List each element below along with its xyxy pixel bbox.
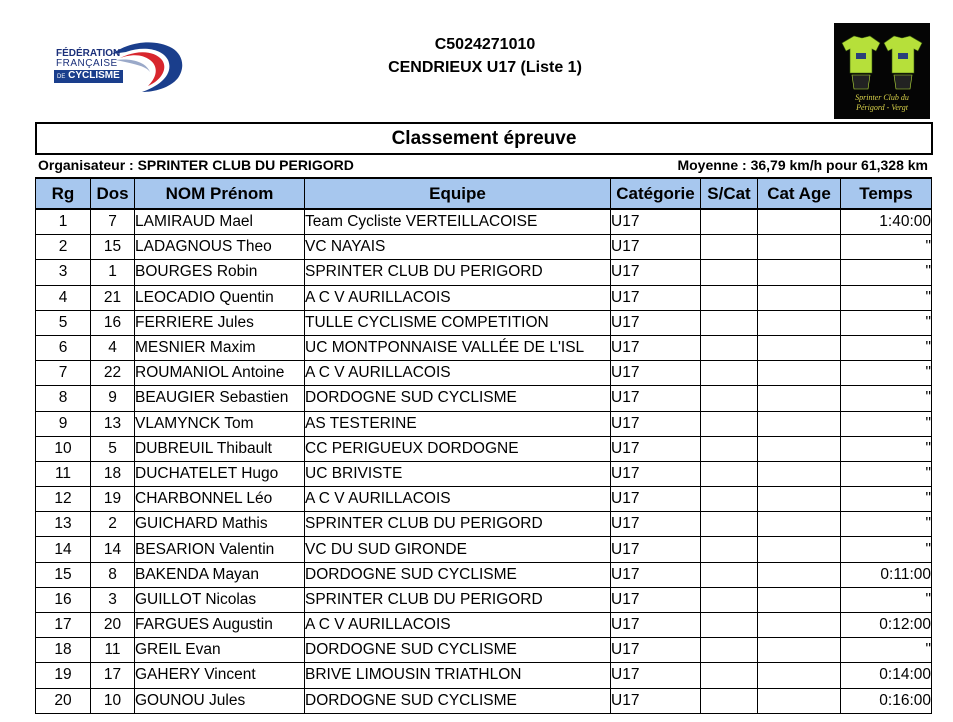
rank-cell: 1 xyxy=(36,209,91,235)
table-row xyxy=(36,411,932,436)
category-cell: U17 xyxy=(611,512,701,537)
rider-name-cell: BESARION Valentin xyxy=(135,537,305,562)
time-cell: 0:11:00 xyxy=(841,562,932,587)
team-cell: A C V AURILLACOIS xyxy=(305,285,611,310)
race-title: CENDRIEUX U17 (Liste 1) xyxy=(388,59,582,76)
moyenne-label: Moyenne : 36,79 km/h pour 61,328 km xyxy=(677,157,928,173)
ffc-logo-cyclisme: CYCLISME xyxy=(68,70,120,81)
rider-name-cell: BAKENDA Mayan xyxy=(135,562,305,587)
age-category-cell xyxy=(758,562,841,587)
bib-cell: 10 xyxy=(91,688,135,713)
category-cell: U17 xyxy=(611,562,701,587)
table-row xyxy=(36,285,932,310)
team-cell: VC NAYAIS xyxy=(305,235,611,260)
category-cell: U17 xyxy=(611,361,701,386)
category-cell: U17 xyxy=(611,209,701,235)
subcategory-cell xyxy=(701,487,758,512)
rider-name-cell: BOURGES Robin xyxy=(135,260,305,285)
ffc-logo-line1: FÉDÉRATION xyxy=(56,48,121,59)
age-category-cell xyxy=(758,335,841,360)
classement-banner: Classement épreuve xyxy=(35,122,933,155)
team-cell: UC MONTPONNAISE VALLÉE DE L'ISL xyxy=(305,335,611,360)
subcategory-cell xyxy=(701,562,758,587)
category-cell: U17 xyxy=(611,638,701,663)
team-cell: SPRINTER CLUB DU PERIGORD xyxy=(305,260,611,285)
age-category-cell xyxy=(758,638,841,663)
category-cell: U17 xyxy=(611,260,701,285)
age-category-cell xyxy=(758,688,841,713)
rank-cell: 10 xyxy=(36,436,91,461)
table-row xyxy=(36,688,932,713)
subcategory-cell xyxy=(701,638,758,663)
category-cell: U17 xyxy=(611,537,701,562)
table-row xyxy=(36,235,932,260)
rider-name-cell: GOUNOU Jules xyxy=(135,688,305,713)
rank-cell: 17 xyxy=(36,613,91,638)
header-row xyxy=(36,178,932,209)
rider-name-cell: ROUMANIOL Antoine xyxy=(135,361,305,386)
rider-name-cell: DUBREUIL Thibault xyxy=(135,436,305,461)
team-cell: Team Cycliste VERTEILLACOISE xyxy=(305,209,611,235)
rider-name-cell: BEAUGIER Sebastien xyxy=(135,386,305,411)
col-rg-header: Rg xyxy=(36,178,91,209)
subcategory-cell xyxy=(701,285,758,310)
rider-name-cell: GUICHARD Mathis xyxy=(135,512,305,537)
rank-cell: 14 xyxy=(36,537,91,562)
table-row xyxy=(36,335,932,360)
rank-cell: 18 xyxy=(36,638,91,663)
rider-name-cell: GAHERY Vincent xyxy=(135,663,305,688)
team-cell: BRIVE LIMOUSIN TRIATHLON xyxy=(305,663,611,688)
rank-cell: 9 xyxy=(36,411,91,436)
time-cell: 0:16:00 xyxy=(841,688,932,713)
rider-name-cell: MESNIER Maxim xyxy=(135,335,305,360)
table-row xyxy=(36,386,932,411)
subcategory-cell xyxy=(701,688,758,713)
rider-name-cell: DUCHATELET Hugo xyxy=(135,461,305,486)
subcategory-cell xyxy=(701,361,758,386)
time-cell: " xyxy=(841,285,932,310)
age-category-cell xyxy=(758,235,841,260)
col-catage-header: Cat Age xyxy=(758,178,841,209)
table-row xyxy=(36,587,932,612)
bib-cell: 13 xyxy=(91,411,135,436)
team-cell: UC BRIVISTE xyxy=(305,461,611,486)
team-cell: DORDOGNE SUD CYCLISME xyxy=(305,562,611,587)
team-cell: A C V AURILLACOIS xyxy=(305,613,611,638)
rider-name-cell: GREIL Evan xyxy=(135,638,305,663)
club-logo-line1: Sprinter Club du xyxy=(855,93,909,102)
rank-cell: 20 xyxy=(36,688,91,713)
organisateur-label: Organisateur : SPRINTER CLUB DU PERIGORD xyxy=(38,157,354,173)
team-cell: SPRINTER CLUB DU PERIGORD xyxy=(305,587,611,612)
team-cell: CC PERIGUEUX DORDOGNE xyxy=(305,436,611,461)
subcategory-cell xyxy=(701,537,758,562)
time-cell: " xyxy=(841,587,932,612)
rider-name-cell: LEOCADIO Quentin xyxy=(135,285,305,310)
subcategory-cell xyxy=(701,512,758,537)
rank-cell: 15 xyxy=(36,562,91,587)
time-cell: " xyxy=(841,638,932,663)
club-logo-line2: Périgord - Vergt xyxy=(856,103,908,112)
category-cell: U17 xyxy=(611,663,701,688)
subcategory-cell xyxy=(701,310,758,335)
team-cell: DORDOGNE SUD CYCLISME xyxy=(305,688,611,713)
time-cell: " xyxy=(841,436,932,461)
time-cell: " xyxy=(841,461,932,486)
category-cell: U17 xyxy=(611,235,701,260)
table-row xyxy=(36,512,932,537)
rider-name-cell: FARGUES Augustin xyxy=(135,613,305,638)
subcategory-cell xyxy=(701,411,758,436)
rank-cell: 12 xyxy=(36,487,91,512)
bib-cell: 14 xyxy=(91,537,135,562)
table-row xyxy=(36,260,932,285)
bib-cell: 4 xyxy=(91,335,135,360)
rider-name-cell: GUILLOT Nicolas xyxy=(135,587,305,612)
subcategory-cell xyxy=(701,587,758,612)
time-cell: " xyxy=(841,260,932,285)
time-cell: 0:14:00 xyxy=(841,663,932,688)
age-category-cell xyxy=(758,512,841,537)
rank-cell: 13 xyxy=(36,512,91,537)
age-category-cell xyxy=(758,587,841,612)
rank-cell: 4 xyxy=(36,285,91,310)
subcategory-cell xyxy=(701,260,758,285)
time-cell: " xyxy=(841,537,932,562)
age-category-cell xyxy=(758,411,841,436)
ffc-logo-prefix: DE xyxy=(57,74,66,80)
category-cell: U17 xyxy=(611,436,701,461)
bib-cell: 2 xyxy=(91,512,135,537)
rider-name-cell: FERRIERE Jules xyxy=(135,310,305,335)
bib-cell: 16 xyxy=(91,310,135,335)
team-cell: DORDOGNE SUD CYCLISME xyxy=(305,638,611,663)
subcategory-cell xyxy=(701,235,758,260)
team-cell: TULLE CYCLISME COMPETITION xyxy=(305,310,611,335)
table-row xyxy=(36,361,932,386)
rank-cell: 19 xyxy=(36,663,91,688)
category-cell: U17 xyxy=(611,411,701,436)
time-cell: " xyxy=(841,411,932,436)
time-cell: " xyxy=(841,512,932,537)
category-cell: U17 xyxy=(611,285,701,310)
team-cell: VC DU SUD GIRONDE xyxy=(305,537,611,562)
table-row xyxy=(36,310,932,335)
race-code: C5024271010 xyxy=(434,36,536,53)
time-cell: 1:40:00 xyxy=(841,209,932,235)
table-row xyxy=(36,638,932,663)
age-category-cell xyxy=(758,361,841,386)
time-cell: " xyxy=(841,487,932,512)
bib-cell: 5 xyxy=(91,436,135,461)
age-category-cell xyxy=(758,260,841,285)
col-dos-header: Dos xyxy=(91,178,135,209)
bib-cell: 22 xyxy=(91,361,135,386)
category-cell: U17 xyxy=(611,335,701,360)
rider-name-cell: LADAGNOUS Theo xyxy=(135,235,305,260)
team-cell: A C V AURILLACOIS xyxy=(305,361,611,386)
subcategory-cell xyxy=(701,386,758,411)
age-category-cell xyxy=(758,386,841,411)
results-body xyxy=(36,209,932,713)
team-cell: AS TESTERINE xyxy=(305,411,611,436)
ffc-logo-line3 xyxy=(54,70,123,83)
age-category-cell xyxy=(758,461,841,486)
rider-name-cell: LAMIRAUD Mael xyxy=(135,209,305,235)
col-scat-header: S/Cat xyxy=(701,178,758,209)
table-row xyxy=(36,487,932,512)
bib-cell: 3 xyxy=(91,587,135,612)
age-category-cell xyxy=(758,537,841,562)
age-category-cell xyxy=(758,209,841,235)
time-cell: " xyxy=(841,386,932,411)
age-category-cell xyxy=(758,663,841,688)
bib-cell: 1 xyxy=(91,260,135,285)
rank-cell: 2 xyxy=(36,235,91,260)
time-cell: " xyxy=(841,310,932,335)
club-logo xyxy=(834,23,930,119)
team-cell: A C V AURILLACOIS xyxy=(305,487,611,512)
bib-cell: 8 xyxy=(91,562,135,587)
bib-cell: 20 xyxy=(91,613,135,638)
table-row xyxy=(36,613,932,638)
table-row xyxy=(36,436,932,461)
bib-cell: 9 xyxy=(91,386,135,411)
time-cell: " xyxy=(841,335,932,360)
bib-cell: 11 xyxy=(91,638,135,663)
rank-cell: 8 xyxy=(36,386,91,411)
team-cell: DORDOGNE SUD CYCLISME xyxy=(305,386,611,411)
bib-cell: 19 xyxy=(91,487,135,512)
subcategory-cell xyxy=(701,613,758,638)
col-temps-header: Temps xyxy=(841,178,932,209)
age-category-cell xyxy=(758,310,841,335)
time-cell: " xyxy=(841,361,932,386)
table-row xyxy=(36,537,932,562)
time-cell: " xyxy=(841,235,932,260)
category-cell: U17 xyxy=(611,461,701,486)
rank-cell: 6 xyxy=(36,335,91,360)
age-category-cell xyxy=(758,436,841,461)
subcategory-cell xyxy=(701,461,758,486)
bib-cell: 15 xyxy=(91,235,135,260)
ffc-logo-line2: FRANÇAISE xyxy=(56,58,118,69)
category-cell: U17 xyxy=(611,587,701,612)
table-row xyxy=(36,562,932,587)
results-table xyxy=(35,177,932,714)
category-cell: U17 xyxy=(611,688,701,713)
col-categorie-header: Catégorie xyxy=(611,178,701,209)
table-row xyxy=(36,209,932,235)
table-row xyxy=(36,663,932,688)
subcategory-cell xyxy=(701,436,758,461)
rank-cell: 11 xyxy=(36,461,91,486)
team-cell: SPRINTER CLUB DU PERIGORD xyxy=(305,512,611,537)
bib-cell: 21 xyxy=(91,285,135,310)
rank-cell: 16 xyxy=(36,587,91,612)
ffc-logo xyxy=(50,38,188,96)
rider-name-cell: CHARBONNEL Léo xyxy=(135,487,305,512)
rider-name-cell: VLAMYNCK Tom xyxy=(135,411,305,436)
subcategory-cell xyxy=(701,335,758,360)
rank-cell: 5 xyxy=(36,310,91,335)
table-row xyxy=(36,461,932,486)
category-cell: U17 xyxy=(611,487,701,512)
subcategory-cell xyxy=(701,663,758,688)
rank-cell: 3 xyxy=(36,260,91,285)
category-cell: U17 xyxy=(611,310,701,335)
col-nom-header: NOM Prénom xyxy=(135,178,305,209)
age-category-cell xyxy=(758,613,841,638)
time-cell: 0:12:00 xyxy=(841,613,932,638)
age-category-cell xyxy=(758,487,841,512)
age-category-cell xyxy=(758,285,841,310)
rank-cell: 7 xyxy=(36,361,91,386)
bib-cell: 7 xyxy=(91,209,135,235)
category-cell: U17 xyxy=(611,613,701,638)
category-cell: U17 xyxy=(611,386,701,411)
subcategory-cell xyxy=(701,209,758,235)
bib-cell: 17 xyxy=(91,663,135,688)
col-equipe-header: Equipe xyxy=(305,178,611,209)
bib-cell: 18 xyxy=(91,461,135,486)
